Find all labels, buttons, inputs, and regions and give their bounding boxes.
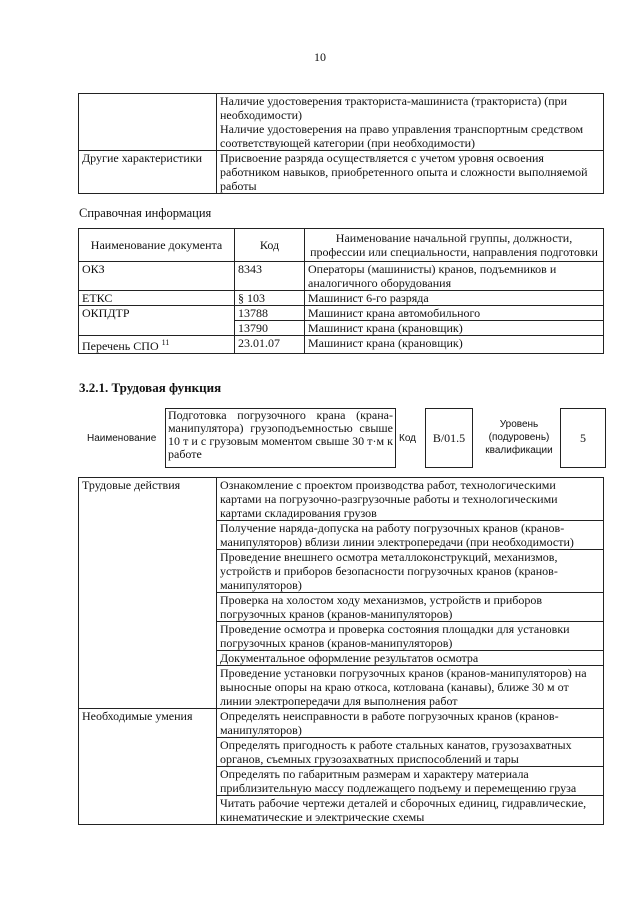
table-row	[79, 306, 604, 321]
code-cell: 13788	[235, 306, 305, 321]
code-cell: § 103	[235, 291, 305, 306]
detail-item: Определять неисправности в работе погрузочных кранов (кранов-манипуляторов)	[217, 709, 604, 738]
row-label: Другие характеристики	[79, 151, 217, 194]
name-cell: Операторы (машинисты) кранов, подъемников и аналогичного оборудования	[305, 262, 604, 291]
code-label: Код	[399, 433, 417, 444]
column-header: Наименование начальной группы, должности, профессии или специальности, направления подготовки	[305, 229, 604, 262]
doc-cell: ЕТКС	[79, 291, 235, 306]
detail-item: Читать рабочие чертежи деталей и сборочных единиц, гидравлические, кинематические и электрические схемы	[217, 796, 604, 825]
code-cell: 13790	[235, 321, 305, 336]
table-row	[79, 291, 604, 306]
level-label: Уровень (подуровень) квалификации	[485, 419, 553, 456]
table-header-row	[79, 229, 604, 262]
name-cell: Машинист 6-го разряда	[305, 291, 604, 306]
column-header: Наименование документа	[79, 229, 235, 262]
table-row	[79, 262, 604, 291]
doc-cell	[79, 321, 235, 336]
detail-item: Документальное оформление результатов осмотра	[217, 651, 604, 666]
section-label: Трудовые действия	[79, 478, 217, 709]
detail-item: Проверка на холостом ходу механизмов, устройств и приборов погрузочных кранов (кранов-манипуляторов)	[217, 593, 604, 622]
row-value: Присвоение разряда осуществляется с учетом уровня освоения работником навыков, приобретенного опыта и сложности выполняемой работы	[217, 151, 604, 194]
requirement-line: Наличие удостоверения на право управления транспортным средством соответствующей категории (при необходимости)	[220, 122, 584, 150]
table-row	[79, 478, 604, 521]
column-header: Код	[235, 229, 305, 262]
function-code-box: B/01.5	[425, 408, 473, 468]
doc-cell: ОКЗ	[79, 262, 235, 291]
section-label: Необходимые умения	[79, 709, 217, 825]
table-row	[79, 321, 604, 336]
footnote-mark: 11	[161, 338, 170, 347]
table-row	[79, 151, 604, 194]
detail-item: Проведение внешнего осмотра металлоконструкций, механизмов, устройств и приборов безопасности погрузочных кранов (кранов-манипуляторов)	[217, 550, 604, 593]
detail-item: Ознакомление с проектом производства работ, технологическими картами на погрузочно-разгрузочные работы и технологическими картами складирования грузов	[217, 478, 604, 521]
function-name-box: Подготовка погрузочного крана (крана-манипулятора) грузоподъемностью свыше 10 т и с грузовым моментом свыше 30 т·м к работе	[165, 408, 396, 468]
doc-name: Перечень СПО	[82, 339, 159, 353]
name-cell: Машинист крана (крановщик)	[305, 336, 604, 354]
detail-item: Определять по габаритным размерам и характеру материала приблизительную массу подлежащего подъему и перемещению груза	[217, 767, 604, 796]
row-value	[217, 94, 604, 151]
name-label: Наименование	[87, 433, 157, 444]
name-cell: Машинист крана (крановщик)	[305, 321, 604, 336]
name-cell: Машинист крана автомобильного	[305, 306, 604, 321]
reference-table	[78, 228, 604, 354]
page-number: 10	[314, 50, 326, 64]
code-cell: 8343	[235, 262, 305, 291]
row-label	[79, 94, 217, 151]
doc-cell: ОКПДТР	[79, 306, 235, 321]
requirement-line: Наличие удостоверения тракториста-машиниста (тракториста) (при необходимости)	[220, 94, 568, 122]
table-row	[79, 94, 604, 151]
table-row	[79, 336, 604, 354]
detail-item: Проведение установки погрузочных кранов (кранов-манипуляторов) на выносные опоры на краю откоса, котлована (канавы), ближе 30 м от линии электропередачи для выполнения работ	[217, 666, 604, 709]
detail-item: Проведение осмотра и проверка состояния площадки для установки погрузочных кранов (кранов-манипуляторов)	[217, 622, 604, 651]
level-value-box: 5	[560, 408, 606, 468]
reference-title: Справочная информация	[79, 206, 212, 220]
labor-function-details-table	[78, 477, 604, 825]
detail-item: Определять пригодность к работе стальных канатов, грузозахватных органов, съемных грузозахватных приспособлений и тары	[217, 738, 604, 767]
qualification-requirements-table	[78, 93, 604, 194]
table-row	[79, 709, 604, 738]
doc-cell	[79, 336, 235, 354]
code-cell: 23.01.07	[235, 336, 305, 354]
function-title: 3.2.1. Трудовая функция	[79, 380, 222, 395]
detail-item: Получение наряда-допуска на работу погрузочных кранов (кранов-манипуляторов) вблизи линии электропередачи (при необходимости)	[217, 521, 604, 550]
